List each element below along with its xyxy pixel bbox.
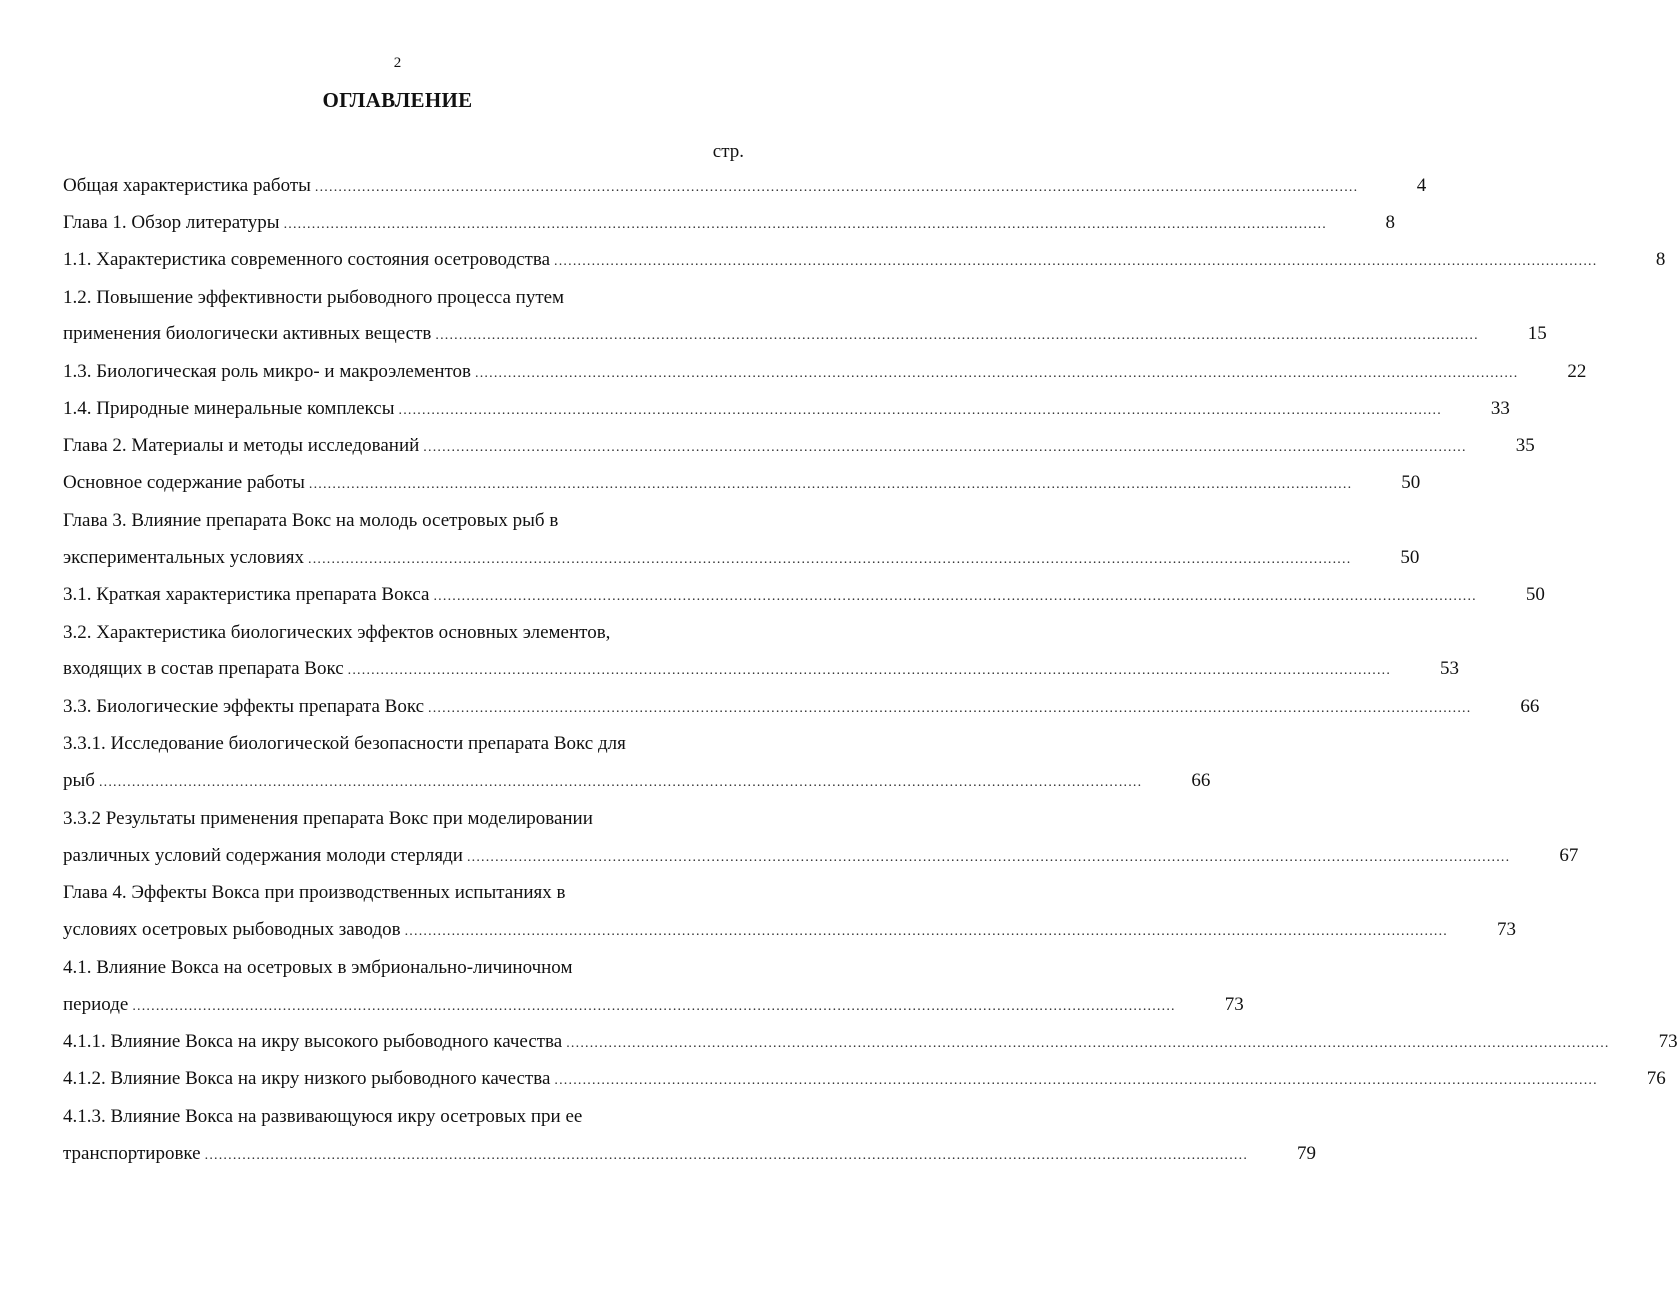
toc-entry-title-cont: транспортировке [63, 1143, 201, 1164]
toc-entry [63, 1029, 1678, 1055]
toc-entry-page: 73 [1497, 919, 1516, 940]
toc-leader-dots: .............................................................................................................................................................................................................................. [98, 775, 1143, 790]
toc-entry-title: Глава 4. Эффекты Вокса при производственных испытаниях в [63, 882, 566, 903]
toc-entry [63, 1141, 1317, 1167]
toc-entry-page: 73 [1224, 994, 1244, 1015]
toc-entry [63, 247, 1666, 273]
toc-entry-title: 4.1. Влияние Вокса на осетровых в эмбрионально-личиночном [63, 957, 573, 978]
toc-entry-page: 76 [1646, 1068, 1666, 1089]
toc-entry-title: Глава 3. Влияние препарата Вокс на молодь осетровых рыб в [63, 510, 559, 531]
toc-entry-first-line [63, 880, 741, 906]
toc-entry-title: Основное содержание работы [63, 472, 305, 493]
toc-entry [63, 582, 1545, 608]
toc-entry-page: 67 [1559, 845, 1579, 866]
toc-entry [63, 992, 1244, 1018]
toc-entry-page: 33 [1490, 398, 1510, 419]
toc-entry-title: 3.3.1. Исследование биологической безопасности препарата Вокс для [63, 733, 626, 754]
toc-entry-first-line [63, 806, 741, 832]
toc-leader-dots: .............................................................................................................................................................................................................................. [398, 403, 1442, 418]
toc-entry-page: 50 [1400, 547, 1420, 568]
toc-entry-page: 66 [1191, 770, 1211, 791]
toc-leader-dots: .............................................................................................................................................................................................................................. [428, 701, 1472, 716]
toc-entry-page: 4 [1416, 175, 1427, 196]
toc-entry-first-line [63, 285, 741, 311]
toc-leader-dots: .............................................................................................................................................................................................................................. [132, 999, 1176, 1014]
toc-leader-dots: .............................................................................................................................................................................................................................. [433, 589, 1477, 604]
toc-entry [63, 843, 1579, 869]
toc-entry-title-cont: применения биологически активных веществ [63, 323, 432, 344]
toc-entry-title: 3.3.2 Результаты применения препарата Вокс при моделировании [63, 808, 593, 829]
toc-entry-page: 15 [1527, 323, 1547, 344]
toc-entry-page: 8 [1655, 249, 1666, 270]
toc-entry-title: 4.1.1. Влияние Вокса на икру высокого рыбоводного качества [63, 1031, 563, 1052]
toc-leader-dots: .............................................................................................................................................................................................................................. [308, 477, 1353, 492]
toc-entry-title-cont: условиях осетровых рыбоводных заводов [63, 919, 401, 940]
toc-entry [63, 768, 1211, 794]
toc-entry-title: 3.1. Краткая характеристика препарата Вокса [63, 584, 430, 605]
toc-entry-page: 8 [1385, 212, 1395, 233]
toc-entry-page: 53 [1440, 658, 1460, 679]
toc-leader-dots: .............................................................................................................................................................................................................................. [466, 850, 1511, 865]
toc-entry-first-line [63, 731, 741, 757]
toc-entry [63, 1066, 1666, 1092]
toc-entry-title: 1.1. Характеристика современного состояния осетроводства [63, 249, 551, 270]
toc-entry-page: 50 [1525, 584, 1545, 605]
toc-entry-title: Общая характеристика работы [63, 175, 311, 196]
toc-entry [63, 321, 1547, 347]
toc-entry [63, 396, 1510, 422]
toc-leader-dots: .............................................................................................................................................................................................................................. [566, 1036, 1610, 1051]
toc-leader-dots: .............................................................................................................................................................................................................................. [435, 328, 1479, 343]
toc-entry [63, 656, 1460, 682]
toc-entry-title-cont: рыб [63, 770, 95, 791]
toc-leader-dots: .............................................................................................................................................................................................................................. [554, 254, 1598, 269]
toc-entry [63, 545, 1420, 571]
toc-entry [63, 917, 1516, 943]
toc-entry-page: 73 [1658, 1031, 1678, 1052]
toc-entry-title: 3.3. Биологические эффекты препарата Вокс [63, 696, 425, 717]
toc-entry-title: 1.3. Биологическая роль микро- и макроэлементов [63, 361, 472, 382]
toc-leader-dots: .............................................................................................................................................................................................................................. [347, 663, 1392, 678]
toc-entry-title: 4.1.2. Влияние Вокса на икру низкого рыбоводного качества [63, 1068, 551, 1089]
toc-entry-first-line [63, 508, 741, 534]
toc-entry-title: Глава 1. Обзор литературы [63, 212, 280, 233]
toc-entry-title: 1.2. Повышение эффективности рыбоводного процесса путем [63, 287, 565, 308]
toc-leader-dots: .............................................................................................................................................................................................................................. [475, 366, 1519, 381]
toc-entry-title: 3.2. Характеристика биологических эффектов основных элементов, [63, 622, 611, 643]
toc-leader-dots: .............................................................................................................................................................................................................................. [308, 552, 1352, 567]
toc-entry-page: 35 [1515, 435, 1535, 456]
toc-entry-page: 79 [1297, 1143, 1317, 1164]
page-title: ОГЛАВЛЕНИЕ [322, 88, 473, 112]
toc-entry-first-line [63, 1104, 741, 1130]
toc-leader-dots: .............................................................................................................................................................................................................................. [404, 924, 1448, 939]
toc-entry [63, 210, 1395, 236]
page-number: 2 [393, 55, 402, 71]
toc-entry-page: 50 [1401, 472, 1421, 493]
toc-entry-title-cont: экспериментальных условиях [63, 547, 304, 568]
toc-entry-title: Глава 2. Материалы и методы исследований [63, 435, 420, 456]
toc-entry [63, 359, 1587, 385]
toc-entry-page: 66 [1520, 696, 1540, 717]
toc-entry-first-line [63, 955, 741, 981]
toc-entry-first-line [63, 620, 741, 646]
toc-leader-dots: .............................................................................................................................................................................................................................. [554, 1073, 1598, 1088]
toc-leader-dots: .............................................................................................................................................................................................................................. [314, 180, 1359, 195]
toc-leader-dots: .............................................................................................................................................................................................................................. [283, 217, 1327, 232]
toc-entry-title: 4.1.3. Влияние Вокса на развивающуюся икру осетровых при ее [63, 1106, 583, 1127]
toc-entry-title-cont: различных условий содержания молоди стерляди [63, 845, 463, 866]
toc-leader-dots: .............................................................................................................................................................................................................................. [204, 1148, 1249, 1163]
toc-leader-dots: .............................................................................................................................................................................................................................. [423, 440, 1467, 455]
toc-entry-page: 22 [1567, 361, 1587, 382]
toc-entry [63, 470, 1421, 496]
toc-entry-title-cont: входящих в состав препарата Вокс [63, 658, 344, 679]
toc-entry-title-cont: периоде [63, 994, 129, 1015]
toc-entry [63, 173, 1427, 199]
toc-entry-title: 1.4. Природные минеральные комплексы [63, 398, 395, 419]
page-column-label: стр. [712, 141, 744, 162]
toc-entry [63, 433, 1535, 459]
toc-entry [63, 694, 1540, 720]
